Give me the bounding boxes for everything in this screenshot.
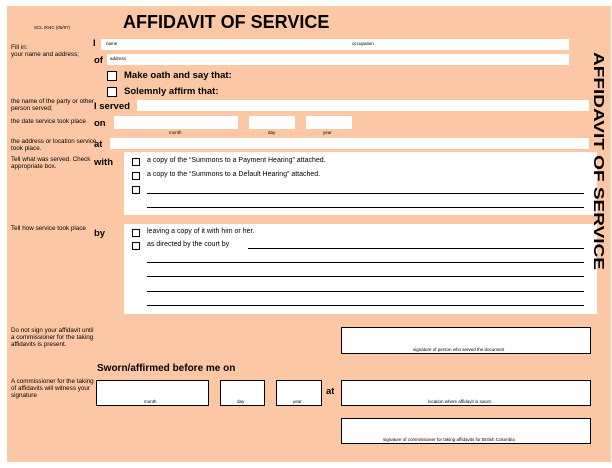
served-month-field[interactable] (114, 116, 238, 129)
vertical-title: AFFIDAVIT OF SERVICE (590, 52, 606, 219)
instr-address-served: the address or location service took place. (11, 138, 97, 152)
served-year-field[interactable] (306, 116, 352, 129)
caption-served-year: year (323, 130, 332, 135)
instr-fill-in (11, 44, 97, 58)
label-by: by (94, 228, 106, 239)
vertical-title-wrap (583, 52, 612, 276)
affirm-option: Solemnly affirm that: (124, 86, 219, 97)
party-served-field[interactable] (137, 100, 589, 111)
service-address-field[interactable] (110, 138, 589, 149)
instr-party-served: the name of the party or other person served; (11, 98, 94, 112)
by-option-1-label: leaving a copy of it with him or her. (147, 228, 255, 235)
caption-served-day: day (268, 130, 276, 135)
instr-how-served: Tell how service took place (11, 225, 86, 232)
instr-commissioner: A commissioner for the taking of affidavits will witness your signature (11, 378, 94, 399)
by-box (124, 224, 597, 314)
sworn-heading: Sworn/affirmed before me on (97, 363, 236, 374)
caption-sworn-month: month (144, 399, 157, 404)
vertical-title-svg (583, 52, 612, 276)
label-with: with (94, 157, 113, 168)
affirm-checkbox[interactable] (107, 87, 117, 97)
oath-checkbox[interactable] (107, 71, 117, 81)
caption-served-month: month (169, 130, 182, 135)
with-option-2-checkbox[interactable] (132, 172, 140, 180)
by-option-1-checkbox[interactable] (132, 229, 140, 237)
served-day-field[interactable] (249, 116, 295, 129)
label-i-served: I served (94, 101, 130, 112)
caption-occupation: occupation (352, 41, 374, 46)
caption-commissioner-signature: signature of commissioner for taking affidavits for British Columbia (383, 437, 515, 442)
instr-name-address: your name and address; (11, 51, 79, 58)
by-line-4[interactable] (147, 305, 584, 306)
caption-name: name (106, 41, 118, 46)
name-occupation-field[interactable] (101, 39, 569, 50)
instr-date-served: the date service took place (11, 118, 86, 125)
caption-sworn-year: year (293, 399, 302, 404)
instr-do-not-sign: Do not sign your affidavit until a commissioner for the taking affidavits is present. (11, 327, 94, 348)
with-option-1-label: a copy of the “Summons to a Payment Hearing” attached. (147, 157, 326, 164)
instr-what-served: Tell what was served. Check appropriate box. (11, 156, 91, 170)
label-on: on (94, 118, 106, 129)
by-line-3[interactable] (147, 291, 584, 292)
by-option-2-checkbox[interactable] (132, 242, 140, 250)
by-line-2[interactable] (147, 276, 584, 277)
address-field[interactable] (107, 54, 569, 65)
with-option-2-label: a copy to the “Summons to a Default Hearing” attached. (147, 171, 321, 178)
by-option-2-label: as directed by the court by (147, 241, 230, 248)
with-other-line-1[interactable] (147, 193, 584, 194)
with-option-3-checkbox[interactable] (132, 186, 140, 194)
label-i: I (93, 38, 96, 49)
form-title: AFFIDAVIT OF SERVICE (123, 12, 330, 32)
label-at: at (94, 139, 103, 150)
label-of: of (94, 55, 103, 66)
label-sworn-at: at (326, 386, 335, 397)
caption-server-signature: signature of person who served the document (413, 347, 505, 352)
oath-option: Make oath and say that: (124, 70, 232, 81)
caption-sworn-location: location where affidavit is sworn (428, 399, 492, 404)
with-option-1-checkbox[interactable] (132, 158, 140, 166)
with-other-line-2[interactable] (147, 207, 584, 208)
instr-fill-in-text: Fill in: (11, 44, 28, 51)
caption-sworn-day: day (237, 399, 245, 404)
caption-address: address (110, 56, 127, 61)
form-code: SCL 004C (05/97) (34, 25, 71, 30)
by-line-1[interactable] (147, 262, 584, 263)
by-directed-line[interactable] (248, 248, 584, 249)
